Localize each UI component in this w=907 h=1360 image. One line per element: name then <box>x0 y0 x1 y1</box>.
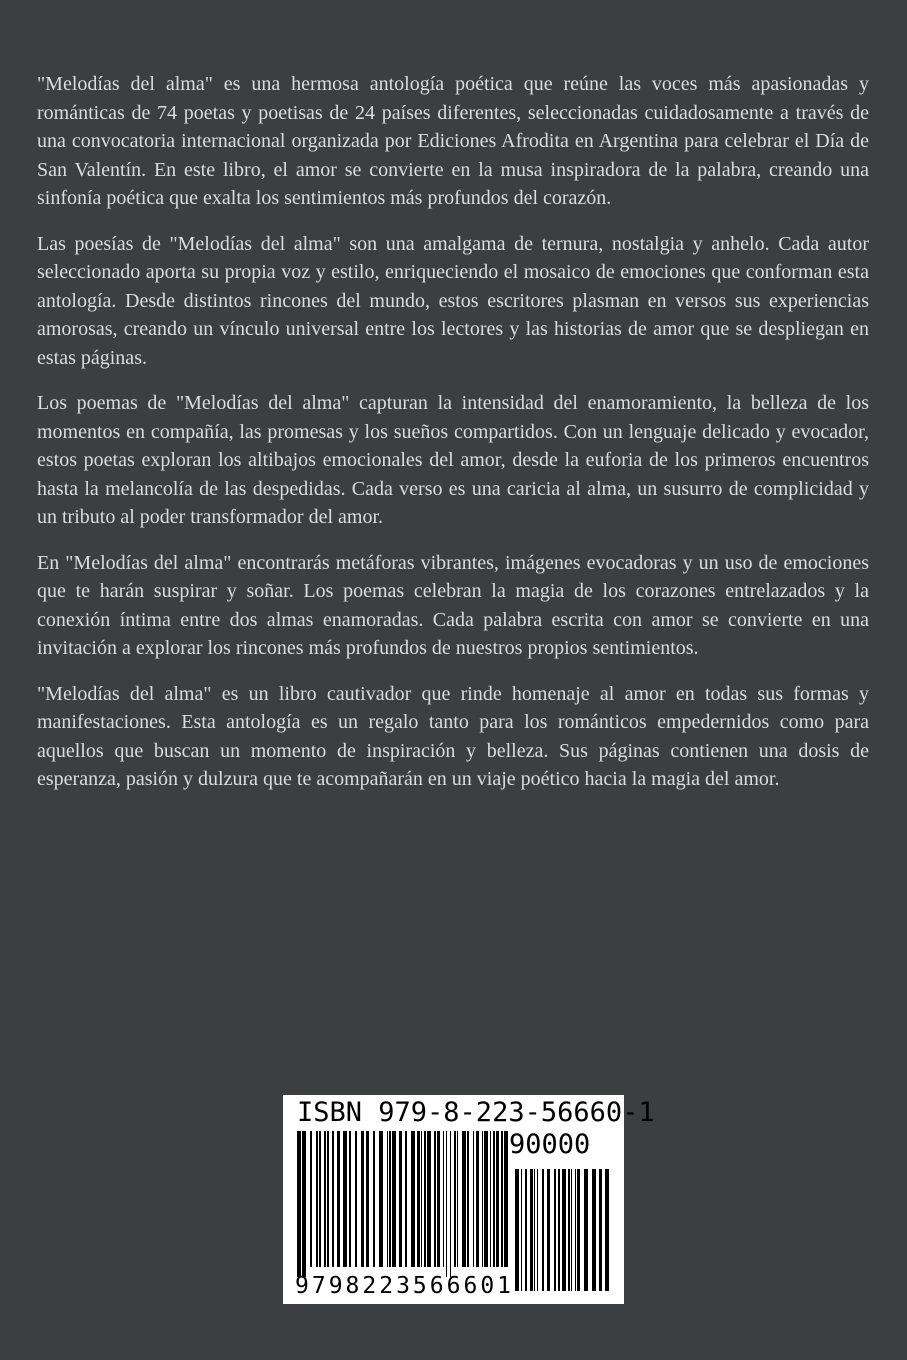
barcode-bar <box>490 1131 491 1267</box>
barcode-bar <box>443 1131 444 1267</box>
barcode-bar <box>577 1169 580 1291</box>
barcode-bar <box>319 1131 321 1267</box>
barcode-bar <box>584 1169 588 1291</box>
paragraph-3: Los poemas de "Melodías del alma" capturan la intensidad del enamoramiento, la belleza de los momentos en compañía, las promesas y los sueños compartidos. Con un lenguaje delicado y evocador, estos poetas exploran los altibajos emocionales del amor, desde la euforia de los primeros encuentros hasta la melancolía de las despedidas. Cada verso es una caricia al alma, un susurro de complicidad y un tributo al poder transformador del amor. <box>37 392 869 528</box>
barcode-bar <box>493 1131 495 1267</box>
barcode-bar <box>324 1131 326 1267</box>
barcode-bar <box>554 1169 556 1291</box>
barcode-bar <box>476 1131 479 1267</box>
barcode-bar <box>349 1131 351 1267</box>
barcode-bar <box>424 1131 426 1267</box>
barcode-bar <box>332 1131 334 1267</box>
barcode-bar <box>405 1131 407 1267</box>
barcode-bar <box>337 1131 340 1267</box>
isbn-barcode <box>283 1095 655 1304</box>
barcode-bar <box>411 1131 415 1267</box>
barcode-bar <box>467 1131 469 1267</box>
paragraph-2: Las poesías de "Melodías del alma" son una amalgama de ternura, nostalgia y anhelo. Cada autor seleccionado aporta su propia voz y estilo, enriqueciendo el mosaico de emociones que conforman esta antología. Desde distintos rincones del mundo, estos escritores plasman en versos sus experiencias amorosas, creando un vínculo universal entre los lectores y las historias de amor que se despliegan en estas páginas. <box>37 232 869 369</box>
barcode-bar <box>562 1169 566 1291</box>
barcode-bar <box>316 1131 318 1267</box>
barcode-bar <box>355 1131 357 1267</box>
barcode-bar <box>482 1131 483 1267</box>
barcode-bar <box>575 1169 576 1291</box>
barcode-bar <box>379 1131 383 1267</box>
barcode-bar <box>534 1169 535 1291</box>
barcode-bar <box>373 1131 375 1267</box>
barcode-bar <box>437 1131 440 1267</box>
barcode-bar <box>521 1169 522 1291</box>
barcode-bar <box>450 1131 451 1277</box>
barcode-bar <box>504 1131 508 1267</box>
barcode-bar <box>421 1131 422 1267</box>
barcode-bar <box>343 1131 347 1267</box>
paragraph-1: "Melodías del alma" es una hermosa antología poética que reúne las voces más apasionadas y románticas de 74 poetas y poetisas de 24 países diferentes, seleccionadas cuidadosamente a través de una convocatoria internacional organizada por Ediciones Afrodita en Argentina para celebrar el Día de San Valentín. En este libro, el amor se convierte en la musa inspiradora de la palabra, creando una sinfonía poética que exalta los sentimientos más profundos del corazón. <box>37 73 869 209</box>
blurb-text <box>37 70 869 811</box>
barcode-bar <box>473 1131 474 1267</box>
barcode-bar <box>558 1169 560 1291</box>
barcode-bar <box>446 1131 447 1277</box>
barcode-bar <box>417 1131 420 1267</box>
barcode-bar <box>496 1131 499 1267</box>
barcode-bar <box>537 1169 538 1291</box>
barcode-bar <box>547 1169 550 1291</box>
barcode-bar <box>501 1131 503 1267</box>
barcode-bar <box>599 1169 602 1291</box>
barcode-bar <box>454 1131 456 1267</box>
price-code: 90000 <box>509 1129 591 1160</box>
barcode-bar <box>302 1131 306 1277</box>
barcode-bar <box>605 1169 609 1291</box>
barcode-bar <box>568 1169 570 1291</box>
barcode-bar <box>392 1131 396 1267</box>
barcode-bar <box>530 1169 533 1291</box>
barcode-bar <box>515 1169 519 1291</box>
barcode-bar <box>389 1131 391 1267</box>
barcode-bar <box>542 1169 544 1291</box>
paragraph-5: "Melodías del alma" es un libro cautivador que rinde homenaje al amor en todas sus formas y manifestaciones. Esta antología es un regalo tanto para los románticos empedernidos como para aquellos que buscan un momento de inspiración y belleza. Sus páginas contienen una dosis de esperanza, pasión y dulzura que te acompañarán en un viaje poético hacia la magia del amor. <box>37 682 869 790</box>
barcode-bar <box>327 1131 329 1267</box>
isbn-label: ISBN 979-8-223-56660-1 <box>297 1097 655 1128</box>
barcode-bar <box>484 1131 488 1267</box>
barcode-bar <box>592 1169 596 1291</box>
ean-digits: 9798223566601 <box>295 1273 515 1299</box>
barcode-bar <box>399 1131 402 1267</box>
barcode-bar <box>462 1131 466 1267</box>
barcode-bar <box>366 1131 369 1267</box>
barcode-bar <box>525 1169 527 1291</box>
barcode-bar <box>457 1131 458 1267</box>
barcode-bar <box>427 1131 431 1267</box>
barcode-bar <box>310 1131 312 1267</box>
paragraph-4: En "Melodías del alma" encontrarás metáforas vibrantes, imágenes evocadoras y un uso de emociones que te harán suspirar y soñar. Los poemas celebran la magia de los corazones entrelazados y la conexión íntima entre dos almas enamoradas. Cada palabra escrita con amor se convierte en una invitación a explorar los rincones más profundos de nuestros propios sentimientos. <box>37 551 869 659</box>
barcode-bar <box>297 1131 301 1277</box>
barcode-bar <box>571 1169 572 1291</box>
barcode-bar <box>434 1131 436 1267</box>
barcode-bar <box>361 1131 364 1267</box>
barcode-bar <box>387 1131 388 1267</box>
